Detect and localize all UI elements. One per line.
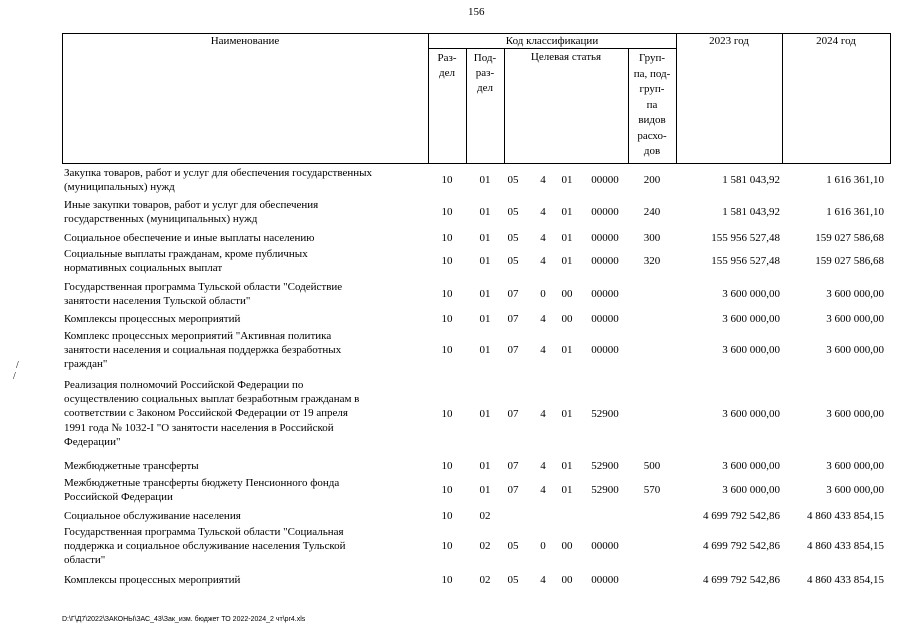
cell-vr: 570	[643, 484, 661, 497]
cell-razdel: 10	[441, 484, 453, 497]
cell-razdel: 10	[441, 174, 453, 187]
cell-cs2: 4	[540, 574, 546, 587]
header-podrazdel: Под- раз- дел	[473, 52, 497, 94]
cell-razdel: 10	[441, 407, 453, 420]
cell-cs3: 00	[561, 574, 573, 587]
cell-razdel: 10	[441, 540, 453, 553]
cell-cs3: 01	[561, 344, 573, 357]
cell-cs3: 01	[561, 174, 573, 187]
row-name	[64, 166, 424, 194]
cell-cs4: 52900	[591, 460, 619, 473]
header-2024: 2024 год	[816, 35, 856, 47]
row-name-line: (муниципальных) нужд	[64, 181, 175, 194]
row-name-line: поддержка и социальное обслуживание населения Тульской	[64, 540, 346, 553]
cell-cs4: 00000	[591, 206, 619, 219]
cell-cs1: 05	[507, 255, 519, 268]
cell-cs3: 00	[561, 288, 573, 301]
row-name-line: Закупка товаров, работ и услуг для обеспечения государственных	[64, 167, 373, 179]
row-name	[64, 509, 424, 523]
cell-cs2: 0	[540, 288, 546, 301]
cell-cs4: 00000	[591, 174, 619, 187]
row-name-line: области"	[64, 554, 106, 567]
row-name-line: Государственная программа Тульской области "Содействие	[64, 281, 343, 293]
cell-razdel: 10	[441, 460, 453, 473]
cell-cs3: 01	[561, 232, 573, 245]
cell-cs1: 07	[507, 313, 519, 326]
header-group: Груп- па, под- груп- па видов расхо- дов	[633, 52, 671, 157]
cell-2024: 3 600 000,00	[826, 484, 884, 497]
cell-2023: 3 600 000,00	[722, 484, 780, 497]
cell-cs2: 4	[540, 484, 546, 497]
cell-cs1: 05	[507, 574, 519, 587]
cell-razdel: 10	[441, 206, 453, 219]
cell-2024: 3 600 000,00	[826, 407, 884, 420]
cell-cs3: 00	[561, 313, 573, 326]
cell-2023: 1 581 043,92	[722, 174, 780, 187]
cell-2023: 1 581 043,92	[722, 206, 780, 219]
cell-vr: 200	[643, 174, 661, 187]
cell-cs2: 4	[540, 313, 546, 326]
header-target: Целевая статья	[530, 51, 602, 63]
cell-podrazdel: 01	[479, 484, 491, 497]
cell-2023: 3 600 000,00	[722, 288, 780, 301]
page-number: 156	[468, 6, 485, 18]
row-name-line: занятости населения и социальная поддержка безработных	[64, 344, 342, 357]
cell-podrazdel: 01	[479, 460, 491, 473]
row-name-line: Комплексы процессных мероприятий	[64, 574, 241, 586]
margin-mark: /	[16, 360, 19, 371]
cell-podrazdel: 02	[479, 574, 491, 587]
cell-2024: 4 860 433 854,15	[807, 574, 884, 587]
row-name-line: осуществлению социальных выплат безработным гражданам в	[64, 393, 360, 406]
cell-cs4: 52900	[591, 407, 619, 420]
cell-podrazdel: 01	[479, 344, 491, 357]
cell-2024: 159 027 586,68	[815, 232, 884, 245]
cell-2023: 4 699 792 542,86	[703, 574, 780, 587]
cell-cs2: 0	[540, 540, 546, 553]
row-name	[64, 378, 424, 449]
cell-2023: 3 600 000,00	[722, 344, 780, 357]
cell-2024: 1 616 361,10	[826, 174, 884, 187]
row-name-line: занятости населения Тульской области"	[64, 295, 251, 308]
cell-cs4: 00000	[591, 255, 619, 268]
row-name-line: Межбюджетные трансферты	[64, 460, 199, 472]
row-name-line: Иные закупки товаров, работ и услуг для обеспечения	[64, 199, 319, 211]
cell-2023: 3 600 000,00	[722, 460, 780, 473]
header-razdel: Раз- дел	[437, 52, 457, 79]
cell-podrazdel: 01	[479, 313, 491, 326]
row-name	[64, 198, 424, 226]
row-name-line: соответствии с Законом Российской Федерации от 19 апреля	[64, 407, 348, 420]
row-name-line: Социальное обслуживание населения	[64, 510, 241, 522]
cell-cs4: 52900	[591, 484, 619, 497]
cell-podrazdel: 01	[479, 255, 491, 268]
cell-2023: 155 956 527,48	[711, 232, 780, 245]
row-name-line: Социальное обеспечение и иные выплаты населению	[64, 232, 315, 244]
cell-cs1: 07	[507, 288, 519, 301]
row-name-line: Федерации"	[64, 435, 121, 448]
cell-2023: 155 956 527,48	[711, 255, 780, 268]
cell-cs3: 01	[561, 460, 573, 473]
cell-cs3: 01	[561, 484, 573, 497]
cell-2024: 3 600 000,00	[826, 313, 884, 326]
cell-2023: 4 699 792 542,86	[703, 510, 780, 523]
row-name	[64, 312, 424, 326]
cell-cs1: 07	[507, 344, 519, 357]
margin-mark: /	[13, 371, 16, 382]
cell-cs2: 4	[540, 407, 546, 420]
row-name	[64, 231, 424, 245]
cell-podrazdel: 02	[479, 510, 491, 523]
cell-cs1: 07	[507, 460, 519, 473]
row-name	[64, 476, 424, 504]
cell-cs3: 01	[561, 206, 573, 219]
cell-cs4: 00000	[591, 344, 619, 357]
cell-cs4: 00000	[591, 313, 619, 326]
cell-razdel: 10	[441, 510, 453, 523]
row-name	[64, 329, 424, 372]
cell-razdel: 10	[441, 288, 453, 301]
header-name: Наименование	[210, 35, 280, 47]
cell-vr: 500	[643, 460, 661, 473]
cell-cs2: 4	[540, 174, 546, 187]
cell-cs4: 00000	[591, 574, 619, 587]
row-name	[64, 459, 424, 473]
file-path-footer: D:\Г\Д7\2022\ЗАКОНЫ\ЗАС_43\Зак_изм. бюджет ТО 2022-2024_2 чт\pr4.xls	[62, 616, 306, 623]
cell-cs3: 01	[561, 255, 573, 268]
row-name-line: Российской Федерации	[64, 491, 173, 504]
cell-vr: 320	[643, 255, 661, 268]
row-name	[64, 247, 424, 275]
cell-razdel: 10	[441, 574, 453, 587]
cell-razdel: 10	[441, 313, 453, 326]
row-name-line: Комплексы процессных мероприятий	[64, 313, 241, 325]
row-name-line: Социальные выплаты гражданам, кроме публичных	[64, 248, 308, 260]
cell-2023: 3 600 000,00	[722, 407, 780, 420]
header-code-group: Код классификации	[505, 35, 599, 47]
cell-vr: 240	[643, 206, 661, 219]
cell-2024: 159 027 586,68	[815, 255, 884, 268]
cell-cs4: 00000	[591, 540, 619, 553]
cell-podrazdel: 02	[479, 540, 491, 553]
row-name	[64, 280, 424, 308]
row-name-line: Реализация полномочий Российской Федерации по	[64, 379, 304, 391]
row-name-line: государственных (муниципальных) нужд	[64, 213, 258, 226]
cell-cs2: 4	[540, 460, 546, 473]
cell-2024: 3 600 000,00	[826, 288, 884, 301]
row-name-line: граждан"	[64, 358, 108, 371]
cell-cs4: 00000	[591, 232, 619, 245]
row-name-line: Комплекс процессных мероприятий "Активная политика	[64, 330, 332, 342]
cell-vr: 300	[643, 232, 661, 245]
cell-podrazdel: 01	[479, 174, 491, 187]
cell-cs3: 00	[561, 540, 573, 553]
cell-cs1: 05	[507, 206, 519, 219]
cell-razdel: 10	[441, 255, 453, 268]
cell-cs2: 4	[540, 344, 546, 357]
row-name-line: 1991 года № 1032-I "О занятости населения в Российской	[64, 421, 334, 434]
cell-podrazdel: 01	[479, 232, 491, 245]
cell-2024: 4 860 433 854,15	[807, 540, 884, 553]
row-name	[64, 525, 424, 568]
cell-2024: 1 616 361,10	[826, 206, 884, 219]
row-name-line: Государственная программа Тульской области "Социальная	[64, 526, 344, 538]
cell-cs1: 07	[507, 484, 519, 497]
cell-cs2: 4	[540, 255, 546, 268]
cell-2024: 3 600 000,00	[826, 344, 884, 357]
cell-cs4: 00000	[591, 288, 619, 301]
cell-razdel: 10	[441, 232, 453, 245]
row-name	[64, 573, 424, 587]
cell-cs1: 05	[507, 540, 519, 553]
row-name-line: нормативных социальных выплат	[64, 262, 223, 275]
cell-cs2: 4	[540, 232, 546, 245]
cell-cs1: 07	[507, 407, 519, 420]
cell-cs3: 01	[561, 407, 573, 420]
cell-cs1: 05	[507, 232, 519, 245]
cell-cs1: 05	[507, 174, 519, 187]
cell-podrazdel: 01	[479, 206, 491, 219]
cell-razdel: 10	[441, 344, 453, 357]
row-name-line: Межбюджетные трансферты бюджету Пенсионного фонда	[64, 477, 340, 489]
cell-2024: 4 860 433 854,15	[807, 510, 884, 523]
cell-2023: 4 699 792 542,86	[703, 540, 780, 553]
header-2023: 2023 год	[709, 35, 749, 47]
cell-podrazdel: 01	[479, 407, 491, 420]
cell-cs2: 4	[540, 206, 546, 219]
cell-2023: 3 600 000,00	[722, 313, 780, 326]
cell-podrazdel: 01	[479, 288, 491, 301]
cell-2024: 3 600 000,00	[826, 460, 884, 473]
